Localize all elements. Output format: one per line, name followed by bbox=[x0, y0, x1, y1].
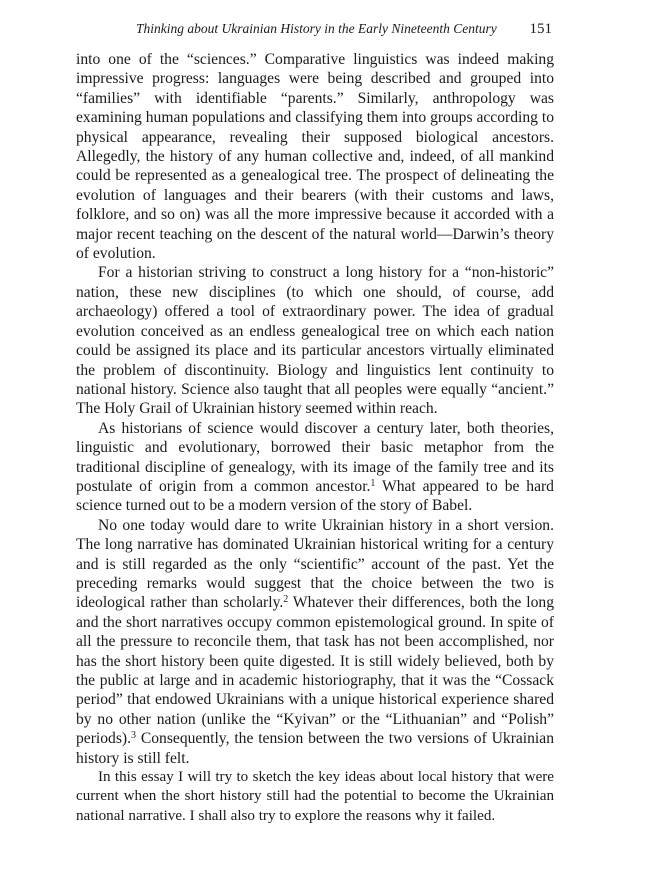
running-header bbox=[76, 18, 552, 40]
footnote-marker[interactable]: 1 bbox=[370, 477, 376, 489]
running-title: Thinking about Ukrainian History in the Early Nineteenth Century bbox=[136, 21, 497, 36]
paragraph: In this essay I will try to sketch the key ideas about local history that were current when the short history still had the potential to become the Ukrainian national narrative. I shall also try to explore the reasons why it failed. bbox=[76, 769, 554, 824]
body-text bbox=[76, 50, 554, 826]
footnote-marker[interactable]: 2 bbox=[283, 594, 289, 606]
footnote-marker[interactable]: 3 bbox=[131, 730, 136, 742]
paragraph: For a historian striving to construct a long history for a “non-historic” nation, these new disciplines (to which one should, of course, add archaeology) offered a tool of extraordinary power. The idea of gradual evolution conceived as an endless genealogical tree on which each nation could be assigned its place and its particular ancestors virtually eliminated the problem of discontinuity. Biology and linguistics lent continuity to national history. Science also taught that all peoples were equally “ancient.” The Holy Grail of Ukrainian history seemed within reach. bbox=[76, 264, 554, 418]
paragraph: No one today would dare to write Ukrainian history in a short version. The long narrative has dominated Ukrainian historical writing for a century and is still regarded as the only “scientific” account of the past. Yet the preceding remarks would suggest that the choice between the two is ideological rather than scholarly.$^2$ Whatever their differences, both the long and the short narratives occupy common epistemological ground. In spite of all the pressure to reconcile them, that task has not been accomplished, nor has the short history been quite digested. It is still widely believed, both by the public at large and in academic historiography, that it was the “Cossack period” that endowed Ukrainians with a unique historical experience shared by no other nation (unlike the “Kyivan” or the “Lithuanian” and “Polish” periods).$^3$ Consequently, the tension between the two versions of Ukrainian history is still felt. bbox=[76, 516, 554, 767]
paragraph: As historians of science would discover a century later, both theories, linguistic and evolutionary, borrowed their basic metaphor from the traditional discipline of genealogy, with its image of the family tree and its postulate of origin from a common ancestor.$^1$ What appeared to be hard science turned out to be a modern version of the story of Babel. bbox=[76, 419, 554, 515]
page-number: 151 bbox=[529, 21, 552, 37]
paragraph: into one of the “sciences.” Comparative linguistics was indeed making impressive progress: languages were being described and grouped into “families” with identifiable “parents.” Similarly, anthropology was examining human populations and classifying them into groups according to physical appearance, revealing their supposed biological ancestors. Allegedly, the history of any human collective and, indeed, of all mankind could be represented as a genealogical tree. The prospect of delineating the evolution of languages and their bearers (with their customs and laws, folklore, and so on) was all the more impressive because it accorded with a major recent teaching on the descent of the natural world—Darwin’s theory of evolution. bbox=[76, 51, 554, 263]
